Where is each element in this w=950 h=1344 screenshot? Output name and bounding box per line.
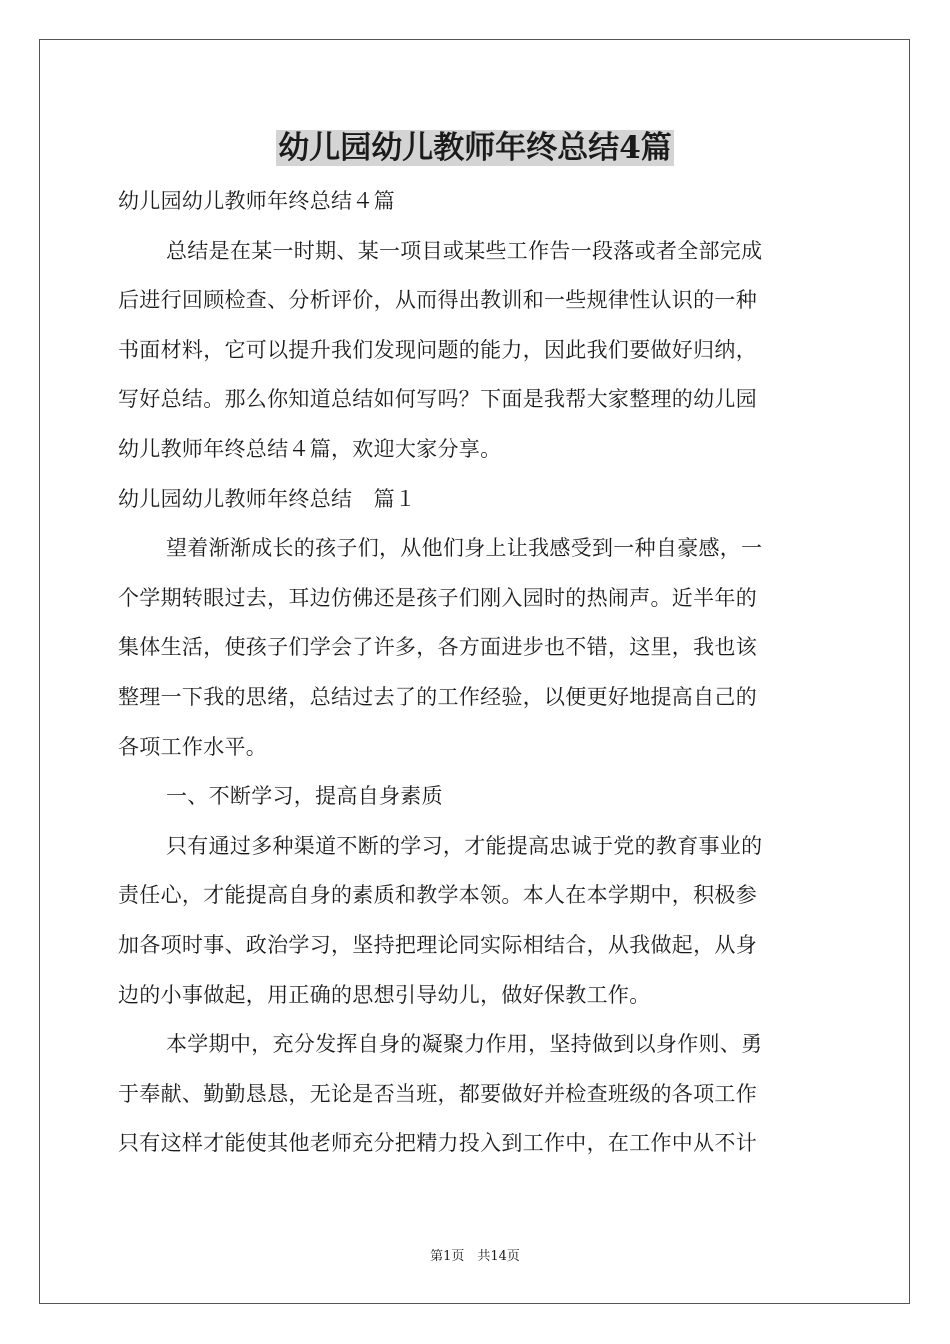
text-line: 加各项时事、政治学习，坚持把理论同实际相结合，从我做起，从身 xyxy=(118,932,757,957)
document-body xyxy=(118,177,833,1169)
page-footer: 第1页 共14页 xyxy=(430,1249,520,1264)
text-line: 望着渐渐成长的孩子们，从他们身上让我感受到一种自豪感，一 xyxy=(166,536,763,561)
text-line: 幼儿园幼儿教师年终总结 篇１ xyxy=(118,486,417,511)
document-title xyxy=(0,126,950,170)
text-line: 写好总结。那么你知道总结如何写吗？下面是我帮大家整理的幼儿园 xyxy=(118,387,757,412)
text-line: 总结是在某一时期、某一项目或某些工作告一段落或者全部完成 xyxy=(166,238,763,263)
text-line: 后进行回顾检查、分析评价，从而得出教训和一些规律性认识的一种 xyxy=(118,288,757,313)
text-line: 整理一下我的思绪，总结过去了的工作经验，以便更好地提高自己的 xyxy=(118,684,757,709)
text-line: 幼儿园幼儿教师年终总结４篇 xyxy=(118,189,395,213)
text-line: 书面材料，它可以提升我们发现问题的能力，因此我们要做好归纳， xyxy=(118,337,757,362)
text-line: 于奉献、勤勤恳恳，无论是否当班，都要做好并检查班级的各项工作 xyxy=(118,1081,757,1106)
text-line: 只有这样才能使其他老师充分把精力投入到工作中，在工作中从不计 xyxy=(118,1131,757,1156)
text-line: 本学期中，充分发挥自身的凝聚力作用，坚持做到以身作则、勇 xyxy=(166,1032,763,1057)
text-line: 各项工作水平。 xyxy=(118,734,268,759)
text-line: 集体生活，使孩子们学会了许多，各方面进步也不错，这里，我也该 xyxy=(118,635,757,660)
text-line: 一、不断学习，提高自身素质 xyxy=(166,784,443,809)
text-line: 幼儿教师年终总结４篇，欢迎大家分享。 xyxy=(118,436,502,461)
text-line: 只有通过多种渠道不断的学习，才能提高忠诚于党的教育事业的 xyxy=(166,833,763,858)
text-line: 责任心，才能提高自身的素质和教学本领。本人在本学期中，积极参 xyxy=(118,883,757,908)
document-title-text: 幼儿园幼儿教师年终总结4篇 xyxy=(278,130,672,166)
text-line: 个学期转眼过去，耳边仿佛还是孩子们刚入园时的热闹声。近半年的 xyxy=(118,585,757,610)
text-line: 边的小事做起，用正确的思想引导幼儿，做好保教工作。 xyxy=(118,982,651,1007)
